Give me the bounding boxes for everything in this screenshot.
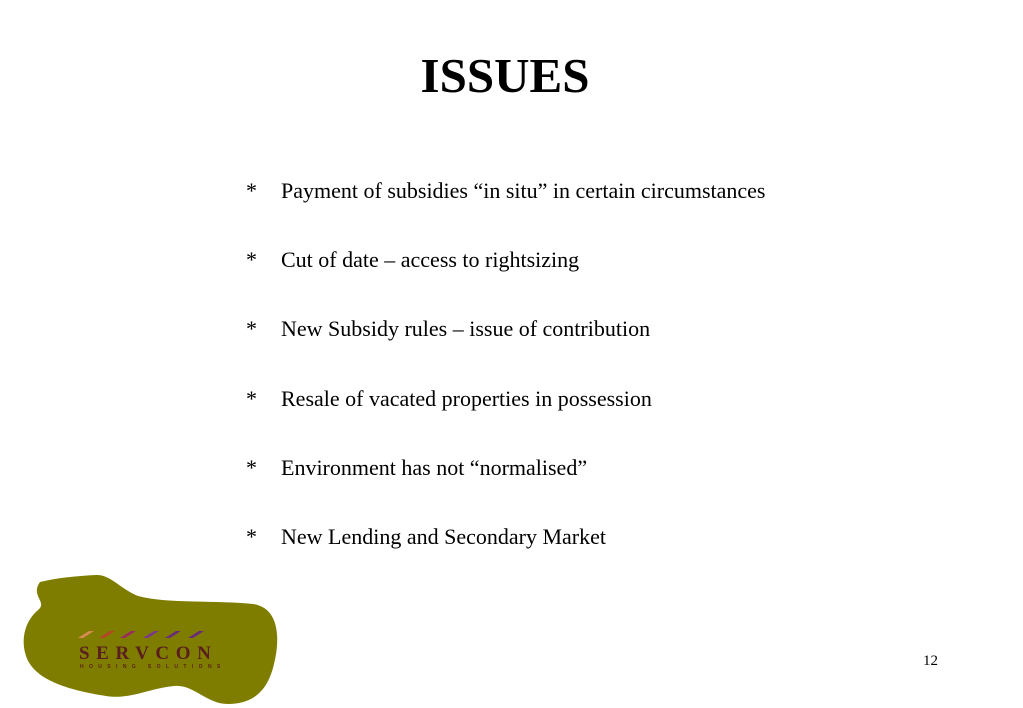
bullet-item (246, 314, 765, 383)
slide-title: ISSUES (420, 48, 590, 103)
bullet-item (246, 176, 765, 245)
bullet-item (246, 245, 765, 314)
bullet-marker: * (246, 316, 257, 342)
bullet-text: Environment has not “normalised” (281, 454, 588, 480)
page-number: 12 (923, 653, 938, 669)
servcon-logo (18, 572, 288, 708)
servcon-logo-graphic (18, 572, 288, 708)
bullet-item (246, 384, 765, 453)
bullet-marker: * (246, 454, 257, 480)
bullet-item (246, 522, 765, 591)
bullet-list (246, 176, 765, 591)
bullet-text: Resale of vacated properties in possession (281, 385, 652, 411)
bullet-text: Cut of date – access to rightsizing (281, 247, 580, 273)
logo-name: SERVCON (79, 643, 218, 664)
bullet-marker: * (246, 247, 257, 273)
bullet-text: New Subsidy rules – issue of contribution (281, 316, 651, 342)
bullet-marker: * (246, 385, 257, 411)
logo-blob (24, 575, 278, 704)
bullet-text: Payment of subsidies “in situ” in certain circumstances (281, 178, 766, 203)
bullet-marker: * (246, 178, 257, 203)
bullet-text: New Lending and Secondary Market (281, 523, 607, 549)
logo-tagline: HOUSING SOLUTIONS (80, 664, 226, 670)
bullet-item (246, 453, 765, 522)
bullet-marker: * (246, 523, 257, 549)
